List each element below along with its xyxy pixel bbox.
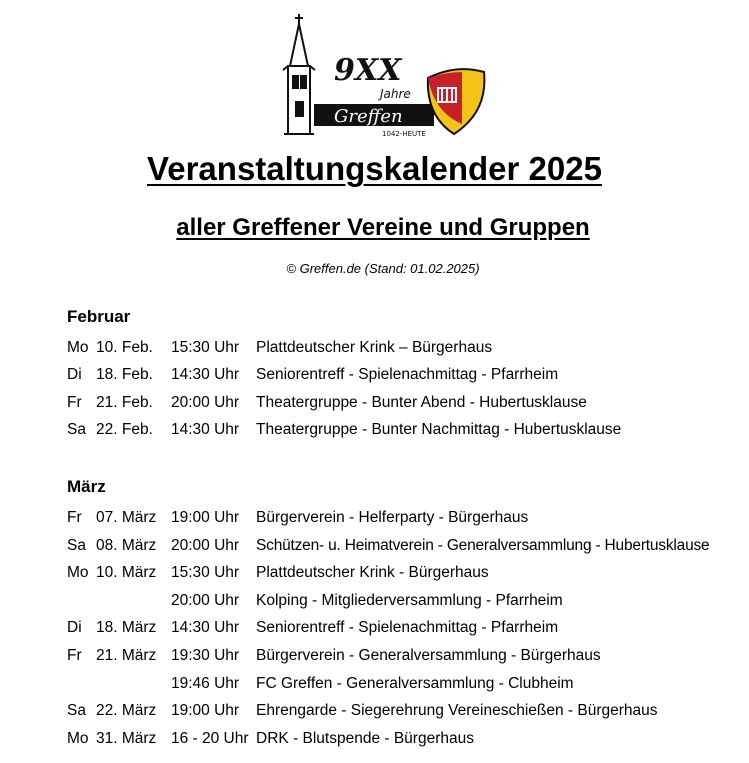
church-icon — [283, 14, 315, 134]
event-date: 22. März — [96, 702, 157, 719]
event-time: 15:30 Uhr — [171, 564, 240, 581]
event-time: 14:30 Uhr — [171, 619, 240, 636]
event-time: 19:00 Uhr — [171, 509, 240, 526]
event-title: Plattdeutscher Krink – Bürgerhaus — [256, 339, 493, 356]
event-time: 20:00 Uhr — [171, 537, 240, 554]
event-title: FC Greffen - Generalversammlung - Clubheim — [256, 675, 574, 692]
page-title: Veranstaltungskalender 2025 — [147, 150, 602, 187]
event-time: 14:30 Uhr — [171, 421, 240, 438]
event-day: Fr — [67, 647, 82, 664]
event-title: Theatergruppe - Bunter Abend - Hubertusklause — [256, 394, 587, 411]
event-time: 15:30 Uhr — [171, 339, 240, 356]
event-title: Ehrengarde - Siegerehrung Vereineschießen - Bürgerhaus — [256, 702, 658, 719]
month-heading-februar: Februar — [67, 307, 131, 326]
event-date: 08. März — [96, 537, 157, 554]
event-title: Seniorentreff - Spielenachmittag - Pfarrheim — [256, 619, 559, 636]
event-title: Kolping - Mitgliederversammlung - Pfarrheim — [256, 592, 563, 609]
event-time: 19:30 Uhr — [171, 647, 240, 664]
event-title: Seniorentreff - Spielenachmittag - Pfarrheim — [256, 366, 559, 383]
event-day: Di — [67, 619, 82, 636]
event-date: 18. Feb. — [96, 366, 153, 383]
event-date: 10. März — [96, 564, 157, 581]
event-date: 31. März — [96, 730, 157, 747]
event-title: Bürgerverein - Helferparty - Bürgerhaus — [256, 509, 529, 526]
event-date: 22. Feb. — [96, 421, 153, 438]
page-subtitle: aller Greffener Vereine und Gruppen — [176, 214, 590, 241]
event-day: Mo — [67, 339, 89, 356]
event-date: 10. Feb. — [96, 339, 153, 356]
logo-jahre: Jahre — [380, 87, 411, 101]
event-time: 20:00 Uhr — [171, 394, 240, 411]
coat-of-arms-icon — [428, 69, 485, 134]
event-day: Di — [67, 366, 82, 383]
event-date: 21. Feb. — [96, 394, 153, 411]
event-title: Plattdeutscher Krink - Bürgerhaus — [256, 564, 489, 581]
logo-since: 1042-HEUTE — [382, 130, 426, 138]
event-day: Fr — [67, 509, 82, 526]
event-title: Bürgerverein - Generalversammlung - Bürgerhaus — [256, 647, 601, 664]
event-time: 16 - 20 Uhr — [171, 730, 249, 747]
event-title: Theatergruppe - Bunter Nachmittag - Hubertusklause — [256, 421, 622, 438]
event-day: Fr — [67, 394, 82, 411]
event-time: 14:30 Uhr — [171, 366, 240, 383]
event-time: 19:00 Uhr — [171, 702, 240, 719]
event-day: Sa — [67, 421, 86, 438]
event-time: 20:00 Uhr — [171, 592, 240, 609]
event-title: DRK - Blutspende - Bürgerhaus — [256, 730, 474, 747]
event-title: Schützen- u. Heimatverein - Generalversammlung - Hubertusklause — [256, 537, 710, 554]
event-date: 21. März — [96, 647, 157, 664]
logo-name: Greffen — [334, 106, 403, 127]
event-day: Sa — [67, 537, 86, 554]
event-date: 07. März — [96, 509, 157, 526]
credit-line: © Greffen.de (Stand: 01.02.2025) — [286, 261, 480, 276]
logo-number: 9XX — [334, 53, 402, 88]
month-heading-maerz: März — [67, 477, 106, 496]
event-day: Sa — [67, 702, 86, 719]
event-day: Mo — [67, 730, 89, 747]
event-day: Mo — [67, 564, 89, 581]
greffen-logo — [278, 12, 488, 140]
event-time: 19:46 Uhr — [171, 675, 240, 692]
event-date: 18. März — [96, 619, 157, 636]
